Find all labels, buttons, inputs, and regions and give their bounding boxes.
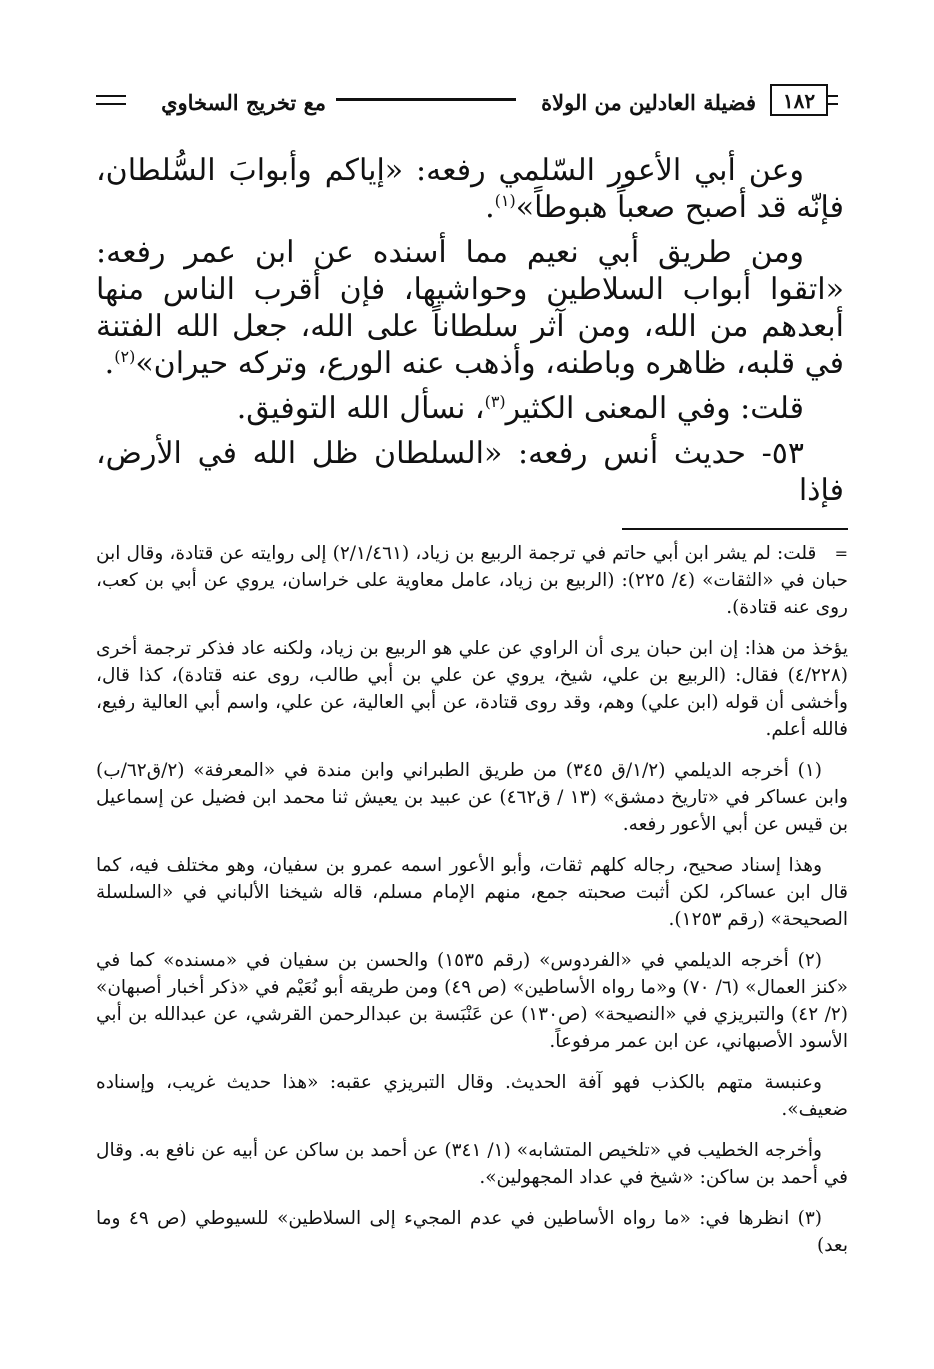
footnote-ref: (٣): [484, 392, 506, 411]
continuation-mark: =: [834, 544, 848, 563]
footnote: يؤخذ من هذا: إن ابن حبان يرى أن الراوي عن علي هو الربيع بن زياد، ولكنه عاد فذكر ترجمة أخرى (٤/٢٢٨) فقال: (الربيع بن علي، شيخ، يروي عن علي بن أبي طالب، روى عنه قتادة)، كذا قال، وأخشى أن قوله (ابن علي) وهم، وقد روى قتادة، عن أبي العالية، عن علي، واسم أبي العالية رفيع، فالله أعلم.: [96, 638, 848, 740]
header-ornament-left: [96, 95, 126, 105]
footnote: = قلت: لم يشر ابن أبي حاتم في ترجمة الربيع بن زياد، (٢/١/٤٦١) إلى روايته عن قتادة، وقال ابن حبان في «الثقات» (٤/ ٢٢٥): (الربيع بن زياد، عامل معاوية على خراسان، يروي عن أبي بن كعب، روى عنه قتادة).: [96, 543, 848, 618]
footnote-ref: (١): [494, 191, 516, 210]
footnote: وهذا إسناد صحيح، رجاله كلهم ثقات، وأبو الأعور اسمه عمرو بن سفيان، وهو مختلف فيه، كما قال ابن عساكر، لكن أثبت صحبته جمع، منهم الإمام مسلم، قاله شيخنا الألباني في «السلسلة الصحيحة» (رقم ١٢٥٣).: [96, 855, 848, 930]
header-ornament-right: [828, 95, 838, 105]
footnote: وأخرجه الخطيب في «تلخيص المتشابه» (١/ ٣٤١) عن أحمد بن ساكن عن أبيه عن نافع به. وقال في أحمد بن ساكن: «شيخ في عداد المجهولين».: [96, 1140, 848, 1188]
footnote: (٣) انظرها في: «ما رواه الأساطين في عدم المجيء إلى السلاطين» للسيوطي (ص ٤٩ وما بعد): [96, 1208, 848, 1256]
footnote: (١) أخرجه الديلمي (١/٢/ق ٣٤٥) من طريق الطبراني وابن مندة في «المعرفة» (٢/ق٦٢/ب) وابن عساكر في «تاريخ دمشق» (١٣ / ق٤٦٢) عن عبيد بن يعيش ثنا محمد ابن فضيل عن إسماعيل بن قيس عن أبي الأعور رفعه.: [96, 760, 848, 835]
running-header: [96, 84, 838, 124]
body-paragraph: ومن طريق أبي نعيم مما أسنده عن ابن عمر رفعه: «اتقوا أبواب السلاطين وحواشيها، فإن أقرب الناس منها أبعدهم من الله، ومن آثر سلطاناً على الله، جعل الله الفتنة في قلبه، ظاهره وباطنه، وأذهب عنه الورع، وتركه حيران»$^{(٢)}$.: [96, 235, 844, 381]
page-number: ١٨٢: [770, 84, 828, 116]
footnotes: [96, 540, 848, 1273]
footnote-ref: (٢): [114, 347, 136, 366]
header-rule: [336, 98, 516, 101]
header-subtitle: مع تخريج السخاوي: [161, 90, 326, 115]
footnote: وعنبسة متهم بالكذب فهو آفة الحديث. وقال التبريزي عقبه: «هذا حديث غريب، وإسناده ضعيف».: [96, 1072, 848, 1120]
hadith-heading: ٥٣- حديث أنس رفعه: «السلطان ظل الله في الأرض، فإذا: [96, 436, 844, 508]
body-paragraph: وعن أبي الأعور السّلمي رفعه: «إياكم وأبوابَ السُّلطان، فإنّه قد أصبح صعباً هبوطاً»$^{(١)}$.: [96, 153, 844, 225]
body-paragraph: قلت: وفي المعنى الكثير$^{(٣)}$، نسأل الله التوفيق.: [236, 391, 804, 426]
book-title: فضيلة العادلين من الولاة: [541, 90, 756, 115]
footnote: (٢) أخرجه الديلمي في «الفردوس» (رقم ١٥٣٥) والحسن بن سفيان في «مسنده» كما في «كنز العمال» (٦/ ٧٠) و«ما رواه الأساطين» (ص ٤٩) ومن طريقه أبو نُعَيْم في «ذكر أخبار أصبهان» (٢/ ٤٢) والتبريزي في «النصيحة» (ص١٣٠) عن عَنْبَسة بن عبدالرحمن القرشي، عن عبدالله بن أبي الأسود الأصبهاني، عن ابن عمر مرفوعاً.: [96, 950, 848, 1052]
footnote-separator: [622, 528, 848, 530]
main-text: [96, 152, 844, 509]
